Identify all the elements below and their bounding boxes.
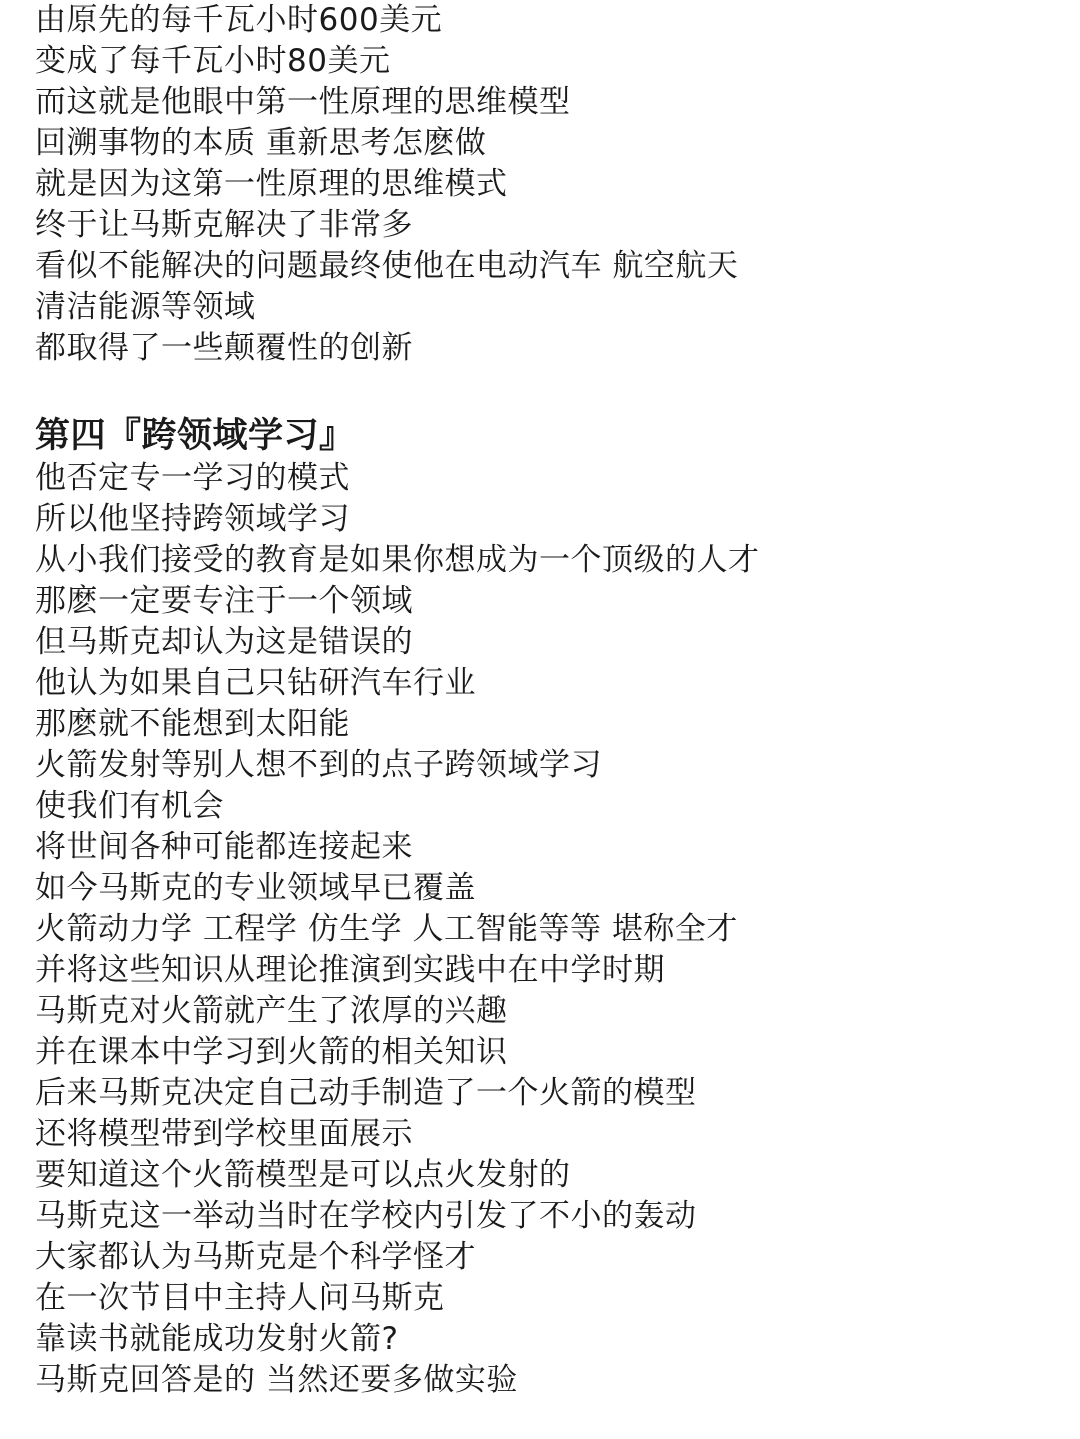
text-line: 那麽一定要专注于一个领域 xyxy=(35,583,413,619)
text-line: 但马斯克却认为这是错误的 xyxy=(35,624,413,660)
text-line: 还将模型带到学校里面展示 xyxy=(35,1116,413,1152)
text-line: 马斯克这一举动当时在学校内引发了不小的轰动 xyxy=(35,1198,697,1234)
text-line: 使我们有机会 xyxy=(35,788,224,824)
text-line: 火箭动力学 工程学 仿生学 人工智能等等 堪称全才 xyxy=(35,911,738,947)
text-line: 变成了每千瓦小时80美元 xyxy=(35,43,391,79)
text-line: 在一次节目中主持人问马斯克 xyxy=(35,1280,445,1316)
text-line: 马斯克回答是的 当然还要多做实验 xyxy=(35,1362,518,1398)
text-line: 由原先的每千瓦小时600美元 xyxy=(35,2,443,38)
text-line: 如今马斯克的专业领域早已覆盖 xyxy=(35,870,476,906)
text-line: 都取得了一些颠覆性的创新 xyxy=(35,330,413,366)
text-line: 并在课本中学习到火箭的相关知识 xyxy=(35,1034,508,1070)
text-line: 看似不能解决的问题最终使他在电动汽车 航空航天 xyxy=(35,248,739,284)
text-line: 他否定专一学习的模式 xyxy=(35,460,350,496)
text-line: 那麽就不能想到太阳能 xyxy=(35,706,350,742)
text-line: 火箭发射等别人想不到的点子跨领域学习 xyxy=(35,747,602,783)
text-line: 并将这些知识从理论推演到实践中在中学时期 xyxy=(35,952,665,988)
text-line: 从小我们接受的教育是如果你想成为一个顶级的人才 xyxy=(35,542,760,578)
text-line: 靠读书就能成功发射火箭? xyxy=(35,1321,399,1357)
text-line: 清洁能源等领域 xyxy=(35,289,256,325)
text-line: 要知道这个火箭模型是可以点火发射的 xyxy=(35,1157,571,1193)
text-line: 将世间各种可能都连接起来 xyxy=(35,829,413,865)
text-line: 回溯事物的本质 重新思考怎麽做 xyxy=(35,125,487,161)
text-line: 他认为如果自己只钻研汽车行业 xyxy=(35,665,476,701)
section-heading: 第四『跨领域学习』 xyxy=(35,416,355,456)
intro-paragraph xyxy=(35,0,1060,369)
text-line: 就是因为这第一性原理的思维模式 xyxy=(35,166,508,202)
text-line: 大家都认为马斯克是个科学怪才 xyxy=(35,1239,476,1275)
section-paragraph xyxy=(35,458,1060,1401)
text-line: 后来马斯克决定自己动手制造了一个火箭的模型 xyxy=(35,1075,697,1111)
text-line: 所以他坚持跨领域学习 xyxy=(35,501,350,537)
section-spacer xyxy=(35,369,1060,414)
note-body xyxy=(35,0,1060,1401)
text-line: 马斯克对火箭就产生了浓厚的兴趣 xyxy=(35,993,508,1029)
text-line: 而这就是他眼中第一性原理的思维模型 xyxy=(35,84,571,120)
text-line: 终于让马斯克解决了非常多 xyxy=(35,207,413,243)
